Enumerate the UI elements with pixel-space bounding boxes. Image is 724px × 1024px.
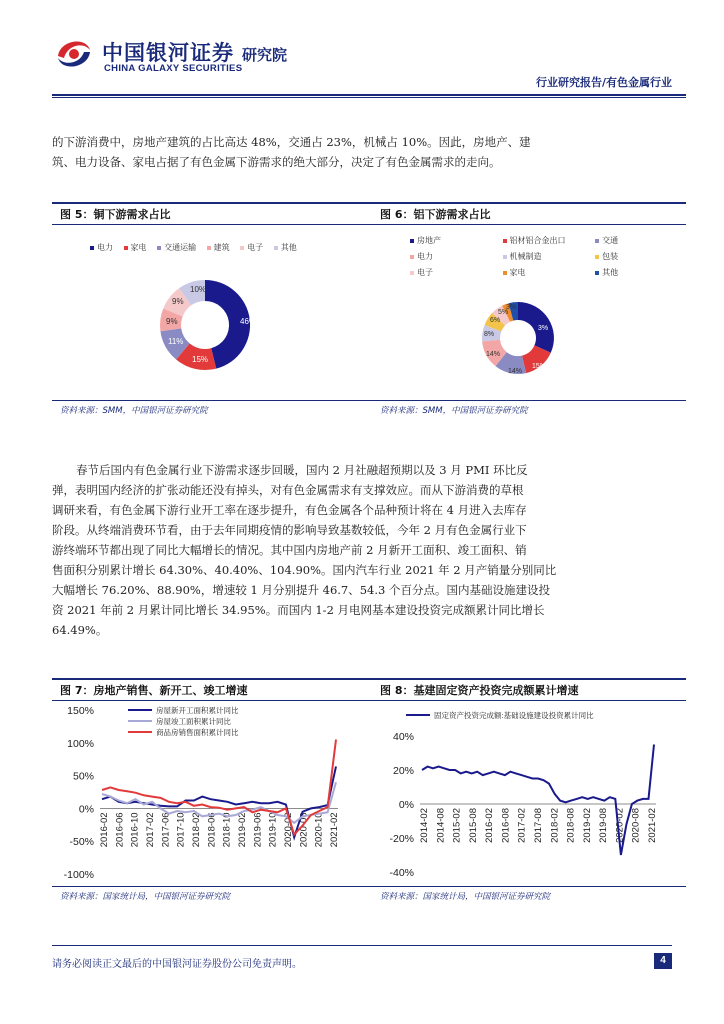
paragraph-line: 的下游消费中，房地产建筑的占比高达 48%，交通占 23%，机械占 10%。因此，房地产、建 bbox=[52, 135, 531, 149]
y-tick-label: 0% bbox=[398, 799, 414, 811]
legend-item bbox=[274, 242, 297, 253]
paragraph-line: 大幅增长 76.20%、88.90%，增速较 1 月分别提升 46.7、54.3 个百分点。国内基础设施建设投 bbox=[52, 583, 551, 597]
paragraph-line: 筑、电力设备、家电占据了有色金属下游需求的绝大部分，决定了有色金属需求的走向。 bbox=[52, 155, 501, 169]
donut-label: 5% bbox=[498, 309, 509, 316]
legend-swatch bbox=[595, 255, 599, 259]
legend-item bbox=[503, 265, 585, 281]
figure5-legend bbox=[90, 242, 305, 253]
legend-label: 电力 bbox=[417, 252, 433, 261]
y-tick-label: 40% bbox=[392, 731, 414, 743]
legend-swatch bbox=[503, 255, 507, 259]
x-tick-label: 2019-06 bbox=[252, 812, 264, 848]
paragraph-analysis bbox=[52, 460, 672, 640]
legend-label: 机械制造 bbox=[509, 252, 542, 261]
legend-label: 家电 bbox=[509, 268, 526, 277]
legend-swatch bbox=[124, 246, 128, 250]
donut-label: 8% bbox=[484, 331, 495, 338]
x-tick-label: 2018-02 bbox=[549, 808, 561, 843]
legend-item bbox=[124, 242, 147, 253]
footer-disclaimer: 请务必阅读正文最后的中国银河证券股份公司免责声明。 bbox=[52, 959, 302, 970]
x-tick-label: 2019-02 bbox=[237, 812, 248, 848]
figure7-title: 图 7：房地产销售、新开工、竣工增速 bbox=[60, 684, 248, 697]
legend-label: 商品房销售面积累计同比 bbox=[156, 728, 239, 737]
legend-label: 包装 bbox=[602, 252, 619, 261]
legend-item bbox=[410, 249, 492, 265]
legend-label: 其他 bbox=[280, 243, 297, 252]
legend-label: 交通运输 bbox=[164, 243, 197, 252]
legend-label: 房地产 bbox=[417, 236, 441, 245]
legend-item bbox=[595, 233, 665, 249]
donut-label: 15% bbox=[192, 355, 209, 364]
legend-label: 房屋竣工面积累计同比 bbox=[156, 717, 231, 726]
chart-legend bbox=[128, 705, 239, 737]
figure-title-rule bbox=[52, 224, 686, 225]
legend-swatch bbox=[274, 246, 278, 250]
legend-label: 电力 bbox=[97, 243, 113, 252]
institute-name: 研究院 bbox=[242, 46, 288, 64]
legend-swatch bbox=[595, 271, 599, 275]
paragraph-line: 春节后国内有色金属行业下游需求逐步回暖，国内 2 月社融超预期以及 3 月 PMI 环比反 bbox=[76, 463, 528, 477]
x-tick-label: 2020-02 bbox=[283, 812, 294, 848]
legend-swatch bbox=[90, 246, 94, 250]
figure6-donut-chart bbox=[476, 296, 560, 380]
x-tick-label: 2018-02 bbox=[191, 812, 202, 848]
x-tick-label: 2021-02 bbox=[329, 812, 340, 848]
donut-label: 11% bbox=[168, 337, 184, 346]
x-tick-label: 2017-02 bbox=[516, 808, 528, 843]
x-tick-label: 2018-06 bbox=[206, 812, 218, 848]
header-divider bbox=[52, 94, 686, 96]
figure6-source: 资料来源：SMM，中国银河证券研究院 bbox=[380, 406, 528, 416]
paragraph-line: 弹，表明国内经济的扩张动能还没有掉头，对有色金属需求有支撑效应。而从下游消费的草根 bbox=[52, 483, 524, 497]
legend-swatch bbox=[410, 271, 414, 275]
x-tick-label: 2016-10 bbox=[129, 812, 141, 848]
donut-label: 14% bbox=[486, 351, 501, 358]
y-tick-label: 0% bbox=[78, 803, 94, 816]
brand-name-en: CHINA GALAXY SECURITIES bbox=[104, 63, 243, 74]
footer-divider bbox=[52, 945, 672, 946]
legend-label: 其他 bbox=[602, 268, 619, 277]
figure5-source: 资料来源：SMM，中国银河证券研究院 bbox=[60, 406, 208, 416]
figure5-title: 图 5：铜下游需求占比 bbox=[60, 208, 171, 221]
legend-item bbox=[503, 249, 585, 265]
y-tick-label: 20% bbox=[392, 765, 414, 777]
donut-label: 3% bbox=[538, 325, 549, 332]
legend-swatch bbox=[503, 239, 507, 243]
x-tick-label: 2018-08 bbox=[565, 808, 577, 843]
x-tick-label: 2021-02 bbox=[647, 808, 658, 843]
x-tick-label: 2020-08 bbox=[630, 808, 642, 843]
figure6-legend bbox=[410, 233, 680, 281]
x-tick-label: 2015-02 bbox=[451, 808, 463, 843]
x-tick-label: 2020-02 bbox=[614, 808, 626, 843]
y-tick-label: 150% bbox=[67, 705, 94, 717]
donut-slice-real-estate bbox=[518, 302, 554, 353]
x-tick-label: 2017-02 bbox=[145, 812, 156, 848]
legend-swatch bbox=[595, 239, 599, 243]
x-tick-label: 2015-08 bbox=[467, 808, 479, 843]
figure5-donut-chart bbox=[150, 270, 260, 380]
y-tick-label: 50% bbox=[72, 770, 94, 783]
legend-label: 家电 bbox=[130, 243, 147, 252]
legend-label: 电子 bbox=[247, 243, 264, 252]
x-tick-label: 2019-02 bbox=[581, 808, 593, 843]
y-tick-label: -100% bbox=[63, 869, 94, 881]
figure8-source: 资料来源：国家统计局，中国银河证券研究院 bbox=[380, 892, 551, 902]
paragraph-line: 64.49%。 bbox=[52, 623, 108, 637]
x-tick-label: 2018-10 bbox=[221, 812, 233, 848]
legend-swatch bbox=[503, 271, 507, 275]
x-tick-label: 2016-02 bbox=[99, 812, 110, 848]
legend-item bbox=[503, 233, 585, 249]
figure-bottom-rule bbox=[52, 400, 686, 401]
legend-item bbox=[240, 242, 263, 253]
legend-label: 交通 bbox=[602, 236, 619, 245]
chart-legend bbox=[406, 710, 594, 720]
figure8-line-chart bbox=[372, 700, 682, 886]
x-axis-labels bbox=[99, 812, 340, 847]
paragraph-line: 售面积分别累计增长 64.30%、40.40%、104.90%。国内汽车行业 2021 年 2 月产销量分别同比 bbox=[52, 563, 557, 577]
donut-label: 3% bbox=[506, 304, 517, 311]
legend-item bbox=[410, 233, 492, 249]
donut-label: 9% bbox=[172, 297, 184, 306]
donut-label: 6% bbox=[490, 317, 501, 324]
paragraph-intro bbox=[52, 132, 672, 172]
figure-bottom-rule bbox=[52, 886, 686, 887]
x-axis-labels bbox=[419, 808, 658, 843]
brand-logo bbox=[50, 30, 98, 78]
donut-label: 15% bbox=[532, 363, 547, 370]
x-tick-label: 2016-08 bbox=[500, 808, 512, 843]
y-axis-labels bbox=[389, 731, 414, 879]
donut-label: 14% bbox=[508, 368, 523, 375]
x-tick-label: 2017-06 bbox=[160, 812, 172, 848]
x-tick-label: 2019-08 bbox=[598, 808, 610, 843]
figure8-title: 图 8：基建固定资产投资完成额累计增速 bbox=[380, 684, 579, 697]
paragraph-line: 游终端环节都出现了同比大幅增长的情况。其中国内房地产前 2 月新开工面积、竣工面积、销 bbox=[52, 543, 527, 557]
legend-label: 铝材铝合金出口 bbox=[509, 236, 566, 245]
x-tick-label: 2014-08 bbox=[435, 808, 447, 843]
legend-item bbox=[90, 242, 113, 253]
galaxy-logo-icon bbox=[50, 30, 98, 78]
page-number: 4 bbox=[654, 953, 672, 969]
legend-label: 建筑 bbox=[213, 243, 230, 252]
legend-item bbox=[410, 265, 492, 281]
brand-name-cn: 中国银河证券 bbox=[102, 41, 234, 65]
y-tick-label: -20% bbox=[389, 833, 414, 845]
x-tick-label: 2019-10 bbox=[267, 812, 279, 848]
legend-swatch bbox=[240, 246, 244, 250]
legend-item bbox=[157, 242, 196, 253]
paragraph-line: 调研来看，有色金属下游行业开工率在逐步提升，有色金属各个品种预计将在 4 月进入去库存 bbox=[52, 503, 527, 517]
figure-top-rule bbox=[52, 202, 686, 204]
x-tick-label: 2020-06 bbox=[298, 812, 310, 848]
x-tick-label: 2017-10 bbox=[175, 812, 187, 848]
legend-swatch bbox=[207, 246, 211, 250]
y-tick-label: -40% bbox=[389, 867, 414, 879]
figure6-title: 图 6：铝下游需求占比 bbox=[380, 208, 491, 221]
legend-label: 房屋新开工面积累计同比 bbox=[156, 706, 239, 715]
legend-swatch bbox=[157, 246, 161, 250]
legend-item bbox=[207, 242, 230, 253]
legend-item bbox=[595, 265, 665, 281]
donut-label: 10% bbox=[190, 285, 207, 294]
figure-top-rule bbox=[52, 678, 686, 680]
x-tick-label: 2016-06 bbox=[114, 812, 126, 848]
header-divider-thin bbox=[52, 97, 686, 98]
donut-label: 46% bbox=[240, 317, 257, 326]
figure7-line-chart bbox=[52, 700, 352, 886]
report-type: 行业研究报告/有色金属行业 bbox=[535, 76, 672, 89]
paragraph-line: 资 2021 年前 2 月累计同比增长 34.95%。而国内 1-2 月电网基本建设投资完成额累计同比增长 bbox=[52, 603, 545, 617]
y-axis-labels bbox=[64, 705, 94, 881]
x-tick-label: 2014-02 bbox=[419, 808, 430, 843]
y-tick-label: -50% bbox=[69, 836, 94, 849]
x-tick-label: 2017-08 bbox=[533, 808, 544, 843]
legend-swatch bbox=[410, 255, 414, 259]
x-tick-label: 2016-02 bbox=[484, 808, 496, 843]
y-tick-label: 100% bbox=[67, 737, 94, 750]
x-tick-label: 2020-10 bbox=[313, 812, 325, 848]
legend-label: 固定资产投资完成额:基础设施建设投资累计同比 bbox=[434, 711, 594, 720]
legend-item bbox=[595, 249, 665, 265]
donut-label: 9% bbox=[166, 317, 178, 326]
legend-label: 电子 bbox=[417, 268, 433, 277]
legend-swatch bbox=[410, 239, 414, 243]
figure7-source: 资料来源：国家统计局，中国银河证券研究院 bbox=[60, 892, 231, 902]
paragraph-line: 阶段。从终端消费环节看，由于去年同期疫情的影响导致基数较低，今年 2 月有色金属行业下 bbox=[52, 523, 527, 537]
